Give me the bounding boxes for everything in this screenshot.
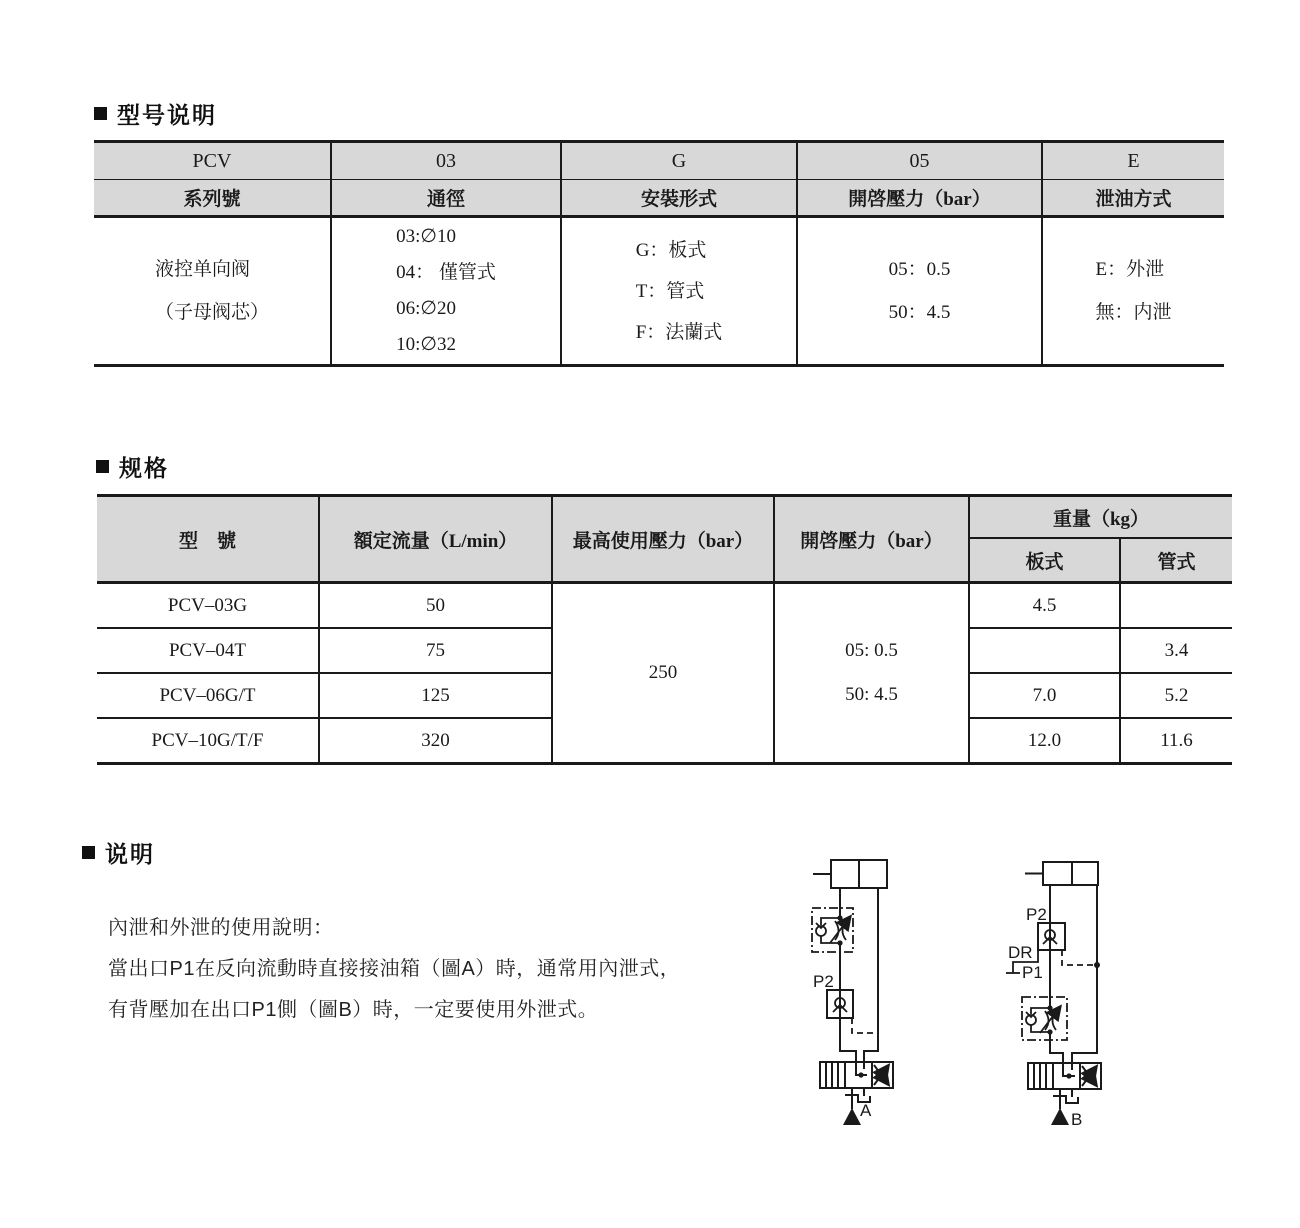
port-label-p1: P1 <box>1022 963 1043 982</box>
figure-label-a: A <box>860 1101 872 1120</box>
port-label-p2: P2 <box>813 972 834 991</box>
flow-cell: 75 <box>319 628 552 673</box>
port-label-dr: DR <box>1008 943 1033 962</box>
plate-weight-cell <box>969 628 1120 673</box>
spec-table <box>97 494 1232 765</box>
check-valve-symbol <box>827 990 853 1018</box>
plate-weight-cell: 12.0 <box>969 718 1120 764</box>
col-header-max-pressure: 最高使用壓力（bar） <box>552 496 774 583</box>
square-bullet-icon <box>96 460 109 473</box>
code-cell: PCV <box>94 142 331 180</box>
notes-section-title <box>82 836 155 869</box>
col-header-cracking: 開啓壓力（bar） <box>774 496 969 583</box>
flow-cell: 50 <box>319 583 552 629</box>
label-row <box>94 180 1224 217</box>
model-section-title <box>94 97 217 130</box>
directional-valve-symbol <box>820 1062 893 1088</box>
spec-section-title <box>96 450 169 483</box>
pilot-line <box>1062 950 1095 965</box>
port-label-p2: P2 <box>1026 905 1047 924</box>
label-cell: 系列號 <box>94 180 331 217</box>
model-cell: PCV–10G/T/F <box>97 718 319 764</box>
pilot-line <box>852 1018 878 1033</box>
cylinder-symbol <box>813 860 887 888</box>
bore-cell: 03:∅10 04： 僅管式 06:∅20 10:∅32 <box>331 217 561 366</box>
pipe-weight-cell: 5.2 <box>1120 673 1232 718</box>
option-row <box>94 217 1224 366</box>
notes-line: 有背壓加在出口P1側（圖B）時，一定要使用外泄式。 <box>108 999 599 1021</box>
model-cell: PCV–04T <box>97 628 319 673</box>
notes-line: 當出口P1在反向流動時直接接油箱（圖A）時，通常用內泄式， <box>108 958 681 980</box>
spec-row <box>97 583 1232 629</box>
notes-paragraph <box>108 908 788 1031</box>
figure-label-b: B <box>1071 1110 1083 1129</box>
col-header-plate: 板式 <box>969 538 1120 583</box>
col-header-flow: 額定流量（L/min） <box>319 496 552 583</box>
flow-control-valve-symbol <box>1022 997 1067 1040</box>
label-cell: 通徑 <box>331 180 561 217</box>
label-cell: 開啓壓力（bar） <box>797 180 1042 217</box>
mounting-cell: G：板式 T：管式 F：法蘭式 <box>561 217 797 366</box>
square-bullet-icon <box>82 846 95 859</box>
label-cell: 泄油方式 <box>1042 180 1224 217</box>
code-cell: 05 <box>797 142 1042 180</box>
cylinder-symbol <box>1025 862 1098 885</box>
pressure-source-symbol <box>1051 1108 1069 1125</box>
cracking-values-cell: 05: 0.5 50: 4.5 <box>774 583 969 764</box>
square-bullet-icon <box>94 107 107 120</box>
section-title-text: 规格 <box>119 455 169 481</box>
spec-header-row-1 <box>97 496 1232 539</box>
circuit-diagram-a <box>793 853 958 1138</box>
circuit-diagram-b <box>1000 848 1175 1143</box>
pipe-weight-cell: 3.4 <box>1120 628 1232 673</box>
col-header-model: 型 號 <box>97 496 319 583</box>
pipe-weight-cell: 11.6 <box>1120 718 1232 764</box>
model-code-table <box>94 140 1224 367</box>
pipe-weight-cell <box>1120 583 1232 629</box>
series-cell: 液控单向阀 （子母阀芯） <box>94 217 331 366</box>
directional-valve-symbol <box>1028 1063 1101 1089</box>
check-valve-symbol <box>1038 923 1065 950</box>
model-cell: PCV–03G <box>97 583 319 629</box>
notes-line: 內泄和外泄的使用說明： <box>108 917 334 939</box>
flow-control-valve-symbol <box>812 908 853 952</box>
code-cell: G <box>561 142 797 180</box>
drain-type-cell: E：外泄 無：内泄 <box>1042 217 1224 366</box>
label-cell: 安裝形式 <box>561 180 797 217</box>
plate-weight-cell: 7.0 <box>969 673 1120 718</box>
model-cell: PCV–06G/T <box>97 673 319 718</box>
pressure-source-symbol <box>843 1108 861 1125</box>
col-header-pipe: 管式 <box>1120 538 1232 583</box>
code-row <box>94 142 1224 180</box>
code-cell: E <box>1042 142 1224 180</box>
section-title-text: 型号说明 <box>117 102 217 128</box>
cracking-pressure-cell: 05：0.5 50：4.5 <box>797 217 1042 366</box>
col-header-weight: 重量（kg） <box>969 496 1232 539</box>
max-pressure-cell: 250 <box>552 583 774 764</box>
code-cell: 03 <box>331 142 561 180</box>
flow-cell: 125 <box>319 673 552 718</box>
flow-cell: 320 <box>319 718 552 764</box>
tank-symbol <box>1053 1089 1078 1109</box>
plate-weight-cell: 4.5 <box>969 583 1120 629</box>
section-title-text: 说明 <box>105 841 155 867</box>
